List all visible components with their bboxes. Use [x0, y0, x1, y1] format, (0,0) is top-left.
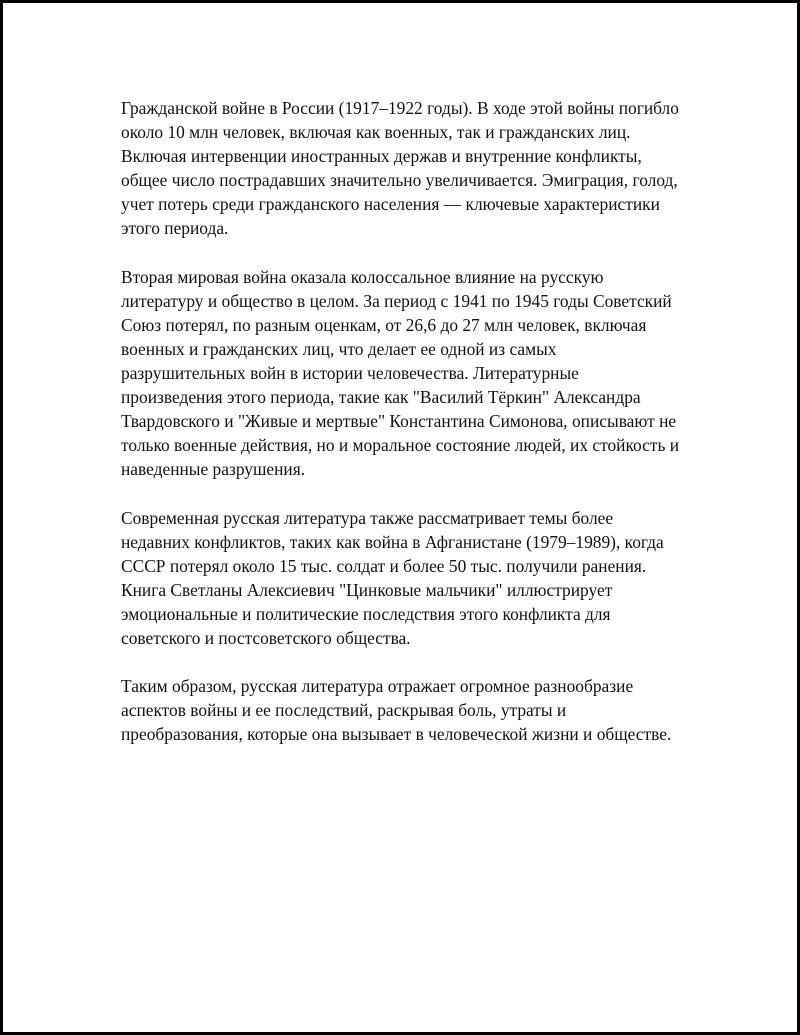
paragraph-conclusion: Таким образом, русская литература отражает огромное разнообразие аспектов войны и ее последствий, раскрывая боль, утраты и преобразования, которые она вызывает в человеческой жизни и обществе. — [121, 676, 672, 745]
paragraph-ww2: Вторая мировая война оказала колоссальное влияние на русскую литературу и общество в целом. За период с 1941 по 1945 годы Советский Союз потерял, по разным оценкам, от 26,6 до 27 млн человек, включая военных и гражданских лиц, что делает ее одной из самых разрушительных войн в истории человечества. Литературные произведения этого периода, такие как "Василий Тёркин" Александра Твардовского и "Живые и мертвые" Константина Симонова, описывают не только военные действия, но и моральное состояние людей, их стойкость и наведенные разрушения. — [121, 266, 680, 480]
paragraph-civil-war: Гражданской войне в России (1917–1922 годы). В ходе этой войны погибло около 10 млн человек, включая как военных, так и гражданских лиц. Включая интервенции иностранных держав и внутренние конфликты, общее число пострадавших значительно увеличивается. Эмиграция, голод, учет потерь среди гражданского населения — ключевые характеристики этого периода. — [121, 98, 679, 239]
document-body — [121, 96, 681, 747]
paragraph-afghanistan: Современная русская литература также рассматривает темы более недавних конфликтов, таких как война в Афганистане (1979–1989), когда СССР потерял около 15 тыс. солдат и более 50 тыс. получили ранения. Книга Светланы Алексиевич "Цинковые мальчики" иллюстрирует эмоциональные и политические последствия этого конфликта для советского и постсоветского общества. — [121, 507, 664, 649]
